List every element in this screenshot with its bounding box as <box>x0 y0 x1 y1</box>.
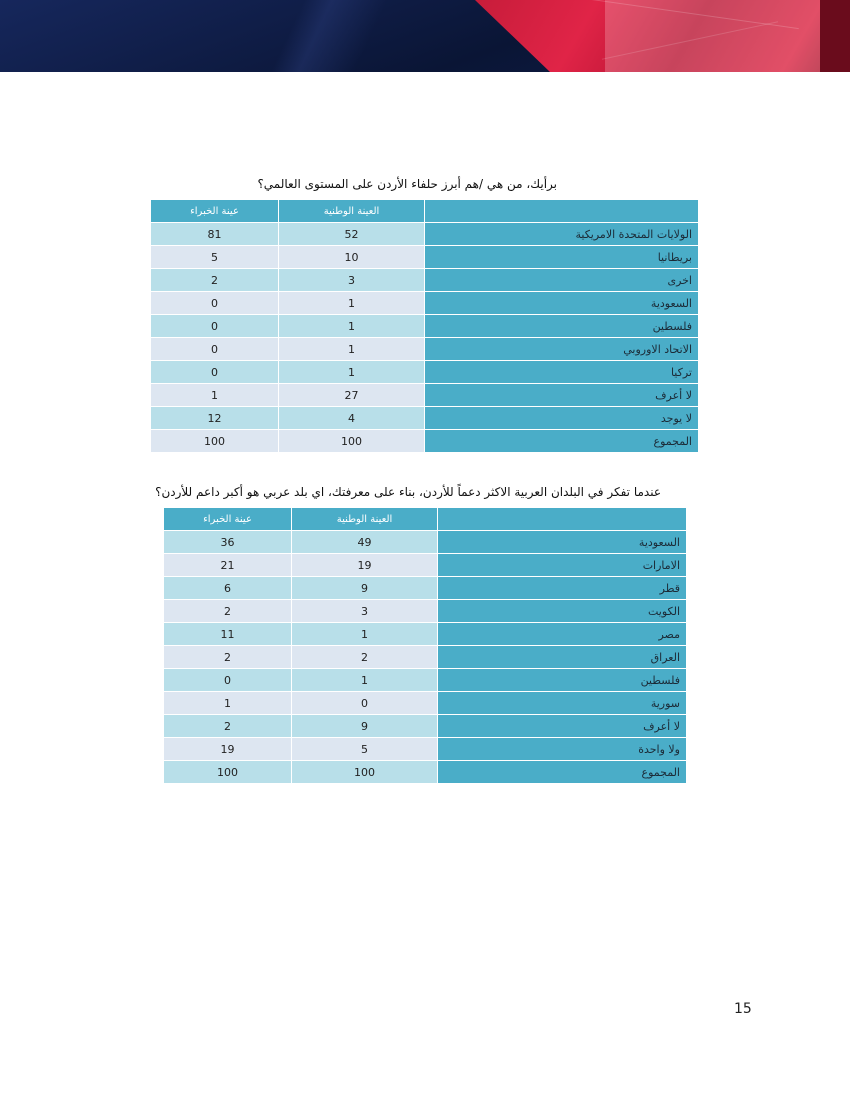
col-header-national: العينة الوطنية <box>292 508 438 531</box>
table-row <box>151 269 699 292</box>
row-label: الولايات المتحدة الامريكية <box>425 223 699 246</box>
national-cell: 3 <box>279 269 425 292</box>
table2 <box>163 507 687 784</box>
experts-cell: 1 <box>164 692 292 715</box>
col-header-label <box>438 508 687 531</box>
national-cell: 5 <box>292 738 438 761</box>
row-label: ولا واحدة <box>438 738 687 761</box>
experts-cell: 0 <box>151 338 279 361</box>
row-label: الاتحاد الاوروبي <box>425 338 699 361</box>
table-row <box>151 384 699 407</box>
row-label: سورية <box>438 692 687 715</box>
table1 <box>150 199 699 453</box>
national-cell: 10 <box>279 246 425 269</box>
table1-question: برأيك، من هي /هم أبرز حلفاء الأردن على المستوى العالمي؟ <box>257 177 557 191</box>
table-row <box>164 669 687 692</box>
table-row <box>151 407 699 430</box>
national-cell: 2 <box>292 646 438 669</box>
table-row <box>151 292 699 315</box>
table-row-total <box>164 761 687 784</box>
table-row <box>164 577 687 600</box>
experts-cell: 100 <box>151 430 279 453</box>
table-row <box>164 646 687 669</box>
banner-dark-edge <box>820 0 850 72</box>
national-cell: 3 <box>292 600 438 623</box>
page-number: 15 <box>734 1001 752 1017</box>
experts-cell: 21 <box>164 554 292 577</box>
table-row <box>151 361 699 384</box>
national-cell: 1 <box>279 315 425 338</box>
experts-cell: 19 <box>164 738 292 761</box>
national-cell: 19 <box>292 554 438 577</box>
experts-cell: 0 <box>151 292 279 315</box>
row-label: بريطانيا <box>425 246 699 269</box>
row-label: لا أعرف <box>425 384 699 407</box>
row-label: لا يوجد <box>425 407 699 430</box>
national-cell: 1 <box>279 292 425 315</box>
national-cell: 1 <box>292 669 438 692</box>
row-label: لا أعرف <box>438 715 687 738</box>
experts-cell: 12 <box>151 407 279 430</box>
experts-cell: 100 <box>164 761 292 784</box>
row-label: الكويت <box>438 600 687 623</box>
table-row <box>151 223 699 246</box>
banner-stripe <box>0 0 520 72</box>
table-row <box>164 600 687 623</box>
table-row <box>151 315 699 338</box>
header-banner <box>0 0 850 72</box>
row-label: المجموع <box>438 761 687 784</box>
experts-cell: 0 <box>151 315 279 338</box>
experts-cell: 36 <box>164 531 292 554</box>
experts-cell: 2 <box>164 715 292 738</box>
experts-cell: 0 <box>164 669 292 692</box>
table-row-total <box>151 430 699 453</box>
national-cell: 100 <box>292 761 438 784</box>
table2-question: عندما تفكر في البلدان العربية الاكثر دعماً للأردن، بناء على معرفتك، اي بلد عربي هو أكبر داعم للأردن؟ <box>155 485 661 499</box>
experts-cell: 81 <box>151 223 279 246</box>
national-cell: 1 <box>279 338 425 361</box>
table-row <box>164 738 687 761</box>
row-label: فلسطين <box>438 669 687 692</box>
national-cell: 9 <box>292 577 438 600</box>
row-label: قطر <box>438 577 687 600</box>
experts-cell: 11 <box>164 623 292 646</box>
experts-cell: 2 <box>164 600 292 623</box>
row-label: السعودية <box>425 292 699 315</box>
col-header-experts: عينة الخبراء <box>164 508 292 531</box>
row-label: فلسطين <box>425 315 699 338</box>
table2-header-row <box>164 508 687 531</box>
row-label: العراق <box>438 646 687 669</box>
row-label: اخرى <box>425 269 699 292</box>
national-cell: 0 <box>292 692 438 715</box>
national-cell: 4 <box>279 407 425 430</box>
experts-cell: 1 <box>151 384 279 407</box>
table-row <box>164 554 687 577</box>
table1-header-row <box>151 200 699 223</box>
table-row <box>151 246 699 269</box>
row-label: مصر <box>438 623 687 646</box>
experts-cell: 6 <box>164 577 292 600</box>
national-cell: 52 <box>279 223 425 246</box>
experts-cell: 2 <box>151 269 279 292</box>
col-header-label <box>425 200 699 223</box>
national-cell: 100 <box>279 430 425 453</box>
table-row <box>164 715 687 738</box>
experts-cell: 5 <box>151 246 279 269</box>
row-label: المجموع <box>425 430 699 453</box>
col-header-experts: عينة الخبراء <box>151 200 279 223</box>
row-label: تركيا <box>425 361 699 384</box>
col-header-national: العينة الوطنية <box>279 200 425 223</box>
table-row <box>151 338 699 361</box>
experts-cell: 0 <box>151 361 279 384</box>
experts-cell: 2 <box>164 646 292 669</box>
national-cell: 1 <box>292 623 438 646</box>
table-row <box>164 692 687 715</box>
national-cell: 9 <box>292 715 438 738</box>
national-cell: 49 <box>292 531 438 554</box>
row-label: الامارات <box>438 554 687 577</box>
table-row <box>164 623 687 646</box>
national-cell: 27 <box>279 384 425 407</box>
national-cell: 1 <box>279 361 425 384</box>
row-label: السعودية <box>438 531 687 554</box>
table-row <box>164 531 687 554</box>
